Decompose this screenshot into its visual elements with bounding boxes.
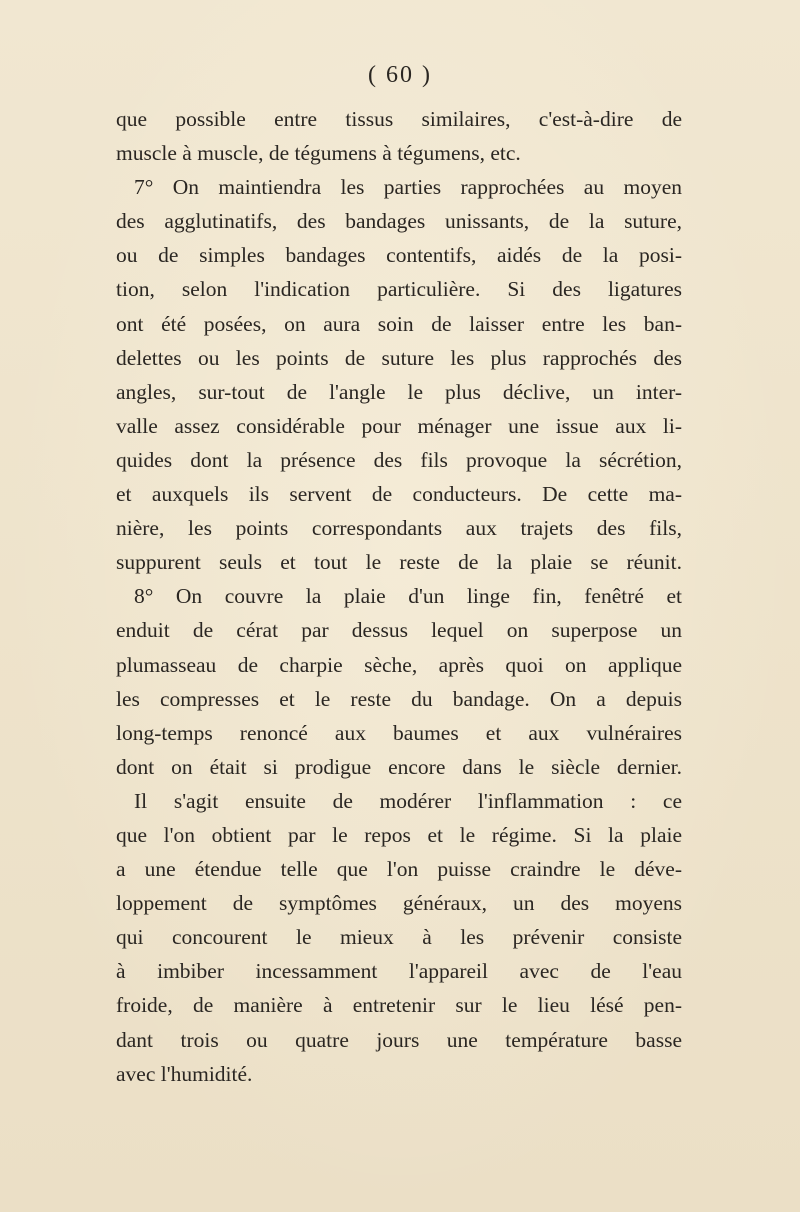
text-line: 8° On couvre la plaie d'un linge fin, fenêtré et [134,584,682,609]
text-line: valle assez considérable pour ménager une issue aux li- [116,413,682,438]
text-line: a une étendue telle que l'on puisse craindre le déve- [116,857,682,882]
text-line: que l'on obtient par le repos et le régime. Si la plaie [116,822,682,847]
text-line: avec l'humidité. [116,1061,253,1086]
text-line: loppement de symptômes généraux, un des moyens [116,891,682,916]
text-line: angles, sur-tout de l'angle le plus déclive, un inter- [116,379,682,404]
body-text [116,102,682,1091]
text-line: dont on était si prodigue encore dans le siècle dernier. [116,754,682,779]
text-line: quides dont la présence des fils provoque la sécrétion, [116,447,682,472]
text-line: enduit de cérat par dessus lequel on superpose un [116,618,682,643]
text-line: Il s'agit ensuite de modérer l'inflammation : ce [134,788,682,813]
text-line: à imbiber incessamment l'appareil avec de l'eau [116,959,682,984]
text-line: delettes ou les points de suture les plus rapprochés des [116,345,682,370]
text-line: dant trois ou quatre jours une température basse [116,1027,682,1052]
text-line: suppurent seuls et tout le reste de la plaie se réunit. [116,550,682,575]
text-line: ont été posées, on aura soin de laisser entre les ban- [116,311,682,336]
text-line: que possible entre tissus similaires, c'est-à-dire de [116,107,682,131]
text-line: ou de simples bandages contentifs, aidés de la posi- [116,243,682,268]
page-number: ( 60 ) [368,62,432,88]
text-line: tion, selon l'indication particulière. Si des ligatures [116,277,682,302]
text-line: et auxquels ils servent de conducteurs. De cette ma- [116,482,682,507]
text-line: muscle à muscle, de tégumens à tégumens, etc. [116,141,521,166]
text-line: nière, les points correspondants aux trajets des fils, [116,516,682,541]
text-line: qui concourent le mieux à les prévenir consiste [116,925,682,950]
text-line: des agglutinatifs, des bandages unissants, de la suture, [116,209,682,234]
text-line: froide, de manière à entretenir sur le lieu lésé pen- [116,993,682,1018]
text-line: 7° On maintiendra les parties rapprochées au moyen [134,175,682,200]
text-line: plumasseau de charpie sèche, après quoi on applique [116,652,682,677]
text-line: long-temps renoncé aux baumes et aux vulnéraires [116,720,682,745]
text-line: les compresses et le reste du bandage. On a depuis [116,686,682,711]
